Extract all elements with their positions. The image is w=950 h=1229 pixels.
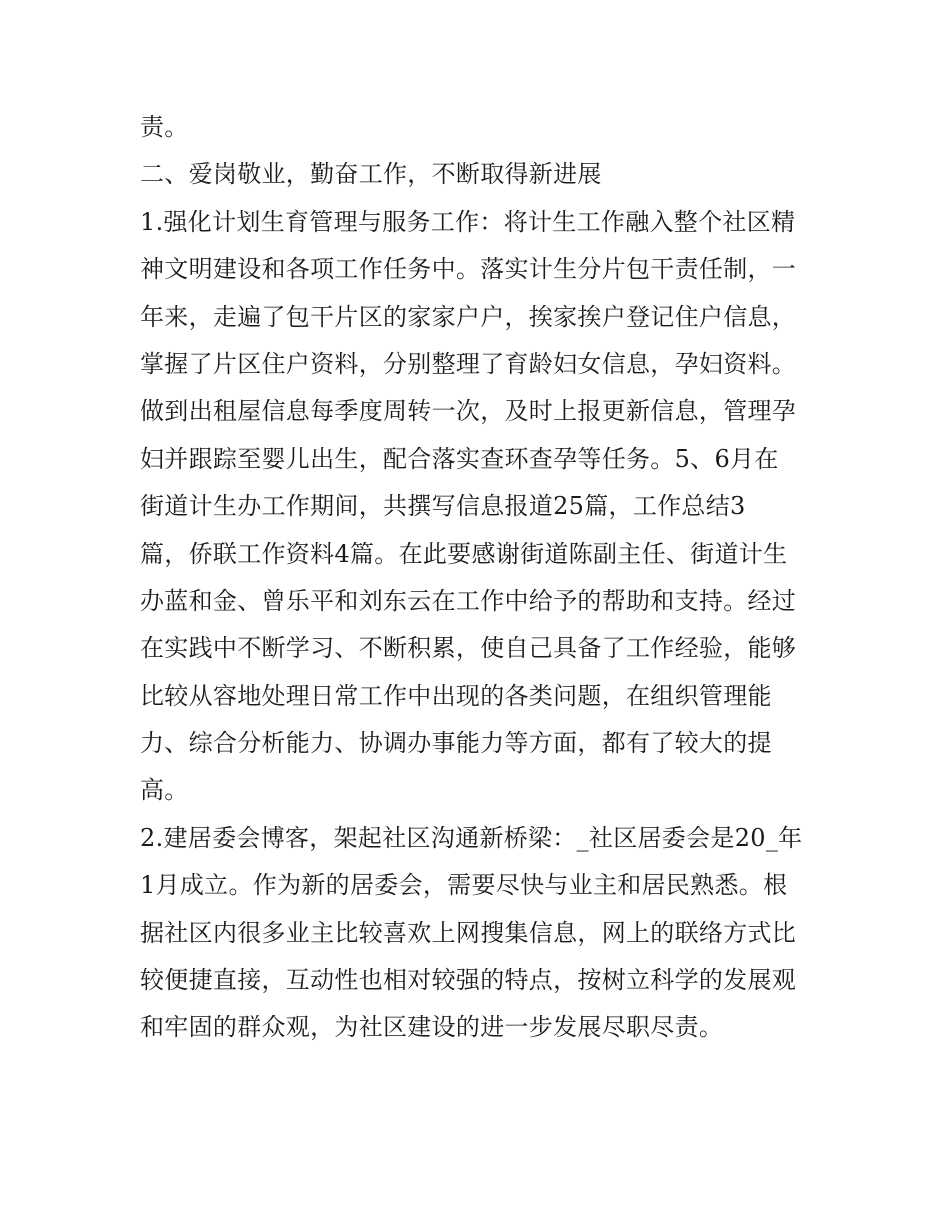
- text-line: 2.建居委会博客，架起社区沟通新桥梁：_社区居委会是20_年: [140, 823, 803, 852]
- text-line: 1.强化计划生育管理与服务工作：将计生工作融入整个社区精: [140, 207, 796, 236]
- text-line: 和牢固的群众观，为社区建设的进一步发展尽职尽责。: [140, 1013, 724, 1042]
- text-line: 比较从容地处理日常工作中出现的各类问题，在组织管理能: [140, 681, 772, 710]
- text-line: 较便捷直接，互动性也相对较强的特点，按树立科学的发展观: [140, 966, 797, 995]
- text-line: 街道计生办工作期间，共撰写信息报道25篇，工作总结3: [140, 492, 746, 521]
- text-line: 据社区内很多业主比较喜欢上网搜集信息，网上的联络方式比: [140, 918, 797, 947]
- text-line: 做到出租屋信息每季度周转一次，及时上报更新信息，管理孕: [140, 397, 797, 426]
- text-line: 在实践中不断学习、不断积累，使自己具备了工作经验，能够: [140, 634, 797, 663]
- text-line: 掌握了片区住户资料，分别整理了育龄妇女信息，孕妇资料。: [140, 349, 797, 378]
- text-line: 责。: [140, 113, 189, 141]
- text-line: 篇，侨联工作资料4篇。在此要感谢街道陈副主任、街道计生: [140, 539, 788, 568]
- text-line: 1月成立。作为新的居委会，需要尽快与业主和居民熟悉。根: [140, 871, 788, 900]
- text-line: 办蓝和金、曾乐平和刘东云在工作中给予的帮助和支持。经过: [140, 586, 797, 615]
- text-line: 神文明建设和各项工作任务中。落实计生分片包干责任制，一: [140, 255, 797, 284]
- text-line: 力、综合分析能力、协调办事能力等方面，都有了较大的提: [140, 729, 772, 758]
- text-line: 妇并跟踪至婴儿出生，配合落实查环查孕等任务。5、6月在: [140, 444, 779, 473]
- text-line: 高。: [140, 776, 189, 805]
- section-heading: 二、爱岗敬业，勤奋工作，不断取得新进展: [140, 160, 602, 189]
- document-body: [140, 104, 812, 1052]
- text-line: 年来，走遍了包干片区的家家户户，挨家挨户登记住户信息，: [140, 302, 797, 331]
